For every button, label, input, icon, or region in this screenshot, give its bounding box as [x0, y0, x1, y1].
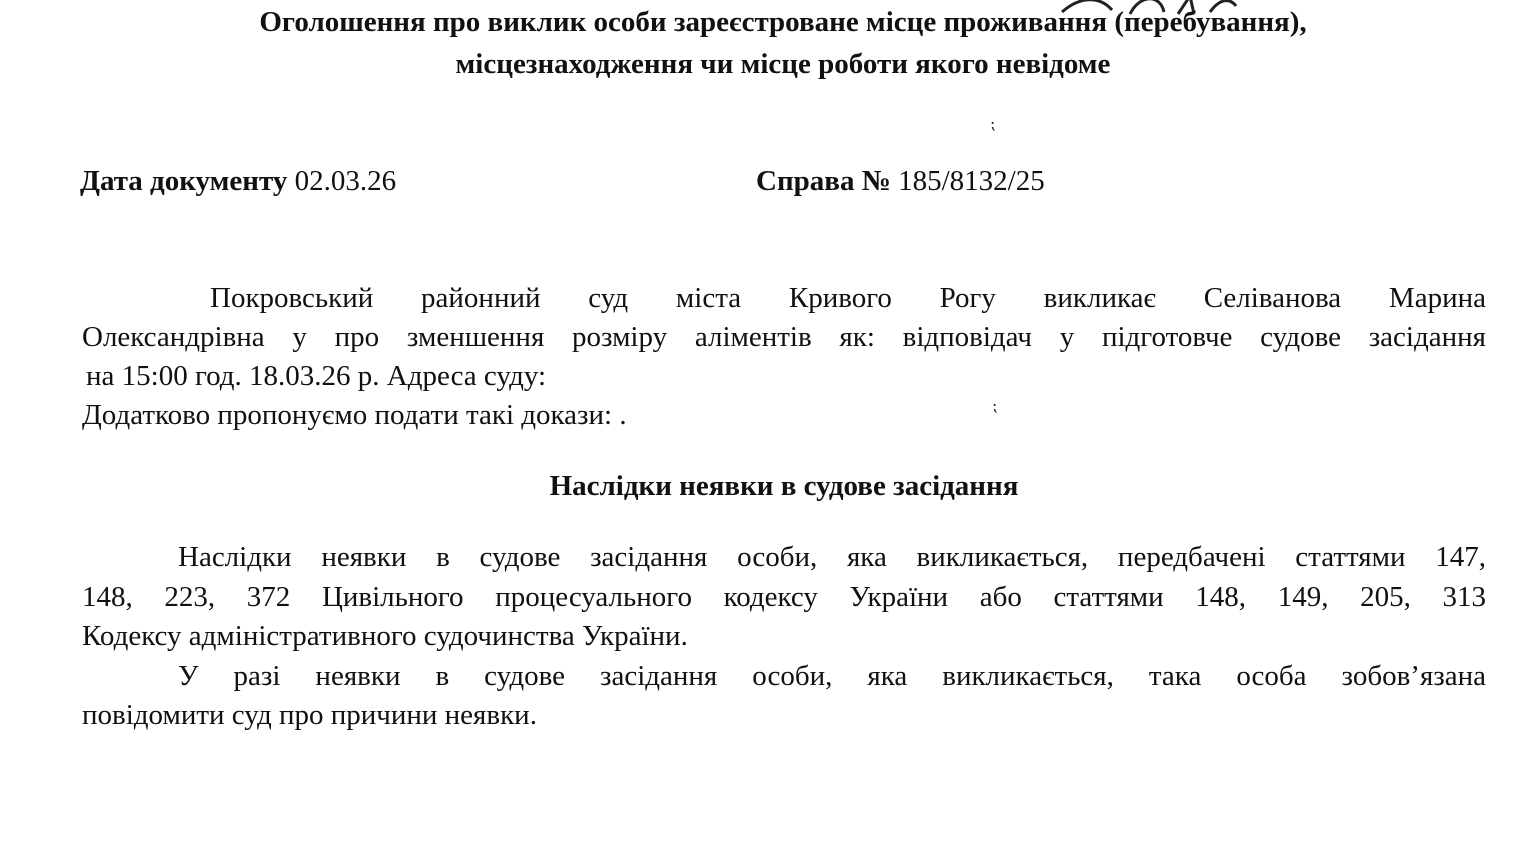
- notice-title-line-2: місцезнаходження чи місце роботи якого невідоме: [455, 48, 1111, 80]
- consequences-line-3: Кодексу адміністративного судочинства України.: [82, 620, 688, 652]
- case-number: [756, 163, 1045, 199]
- consequences-line-2: 148, 223, 372 Цивільного процесуального кодексу України або статтями 148, 149, 205, 313: [82, 580, 1486, 613]
- document-date-value: 02.03.26: [294, 165, 397, 197]
- consequences-line-5: повідомити суд про причини неявки.: [82, 699, 537, 731]
- summons-line-2: Олександрівна у про зменшення розміру аліментів як: відповідач у підготовче судове засідання: [82, 321, 1486, 353]
- case-number-label: Справа №: [756, 165, 891, 197]
- summons-line-1: Покровський районний суд міста Кривого Рогу викликає Селіванова Марина: [210, 282, 1486, 314]
- summons-line-4: Додатково пропонуємо подати такі докази: .: [82, 399, 627, 431]
- consequences-paragraph: [82, 538, 1486, 736]
- document-date: [80, 163, 396, 199]
- notice-title-line-1: Оголошення про виклик особи зареєстроване місце проживання (перебування),: [259, 6, 1307, 38]
- consequences-line-4: У разі неявки в судове засідання особи, яка викликається, така особа зобов’язана: [178, 659, 1486, 692]
- consequences-heading: Наслідки неявки в судове засідання: [549, 470, 1019, 502]
- consequences-line-1: Наслідки неявки в судове засідання особи, яка викликається, передбачені статтями 147,: [178, 541, 1486, 573]
- document-date-label: Дата документу: [80, 165, 288, 197]
- case-number-value: 185/8132/25: [898, 165, 1045, 197]
- summons-paragraph: [82, 279, 1486, 435]
- summons-line-3: на 15:00 год. 18.03.26 р. Адреса суду:: [86, 360, 547, 392]
- scan-speck-icon: ⁏: [990, 116, 996, 133]
- scan-speck-icon: ⁏: [992, 398, 998, 415]
